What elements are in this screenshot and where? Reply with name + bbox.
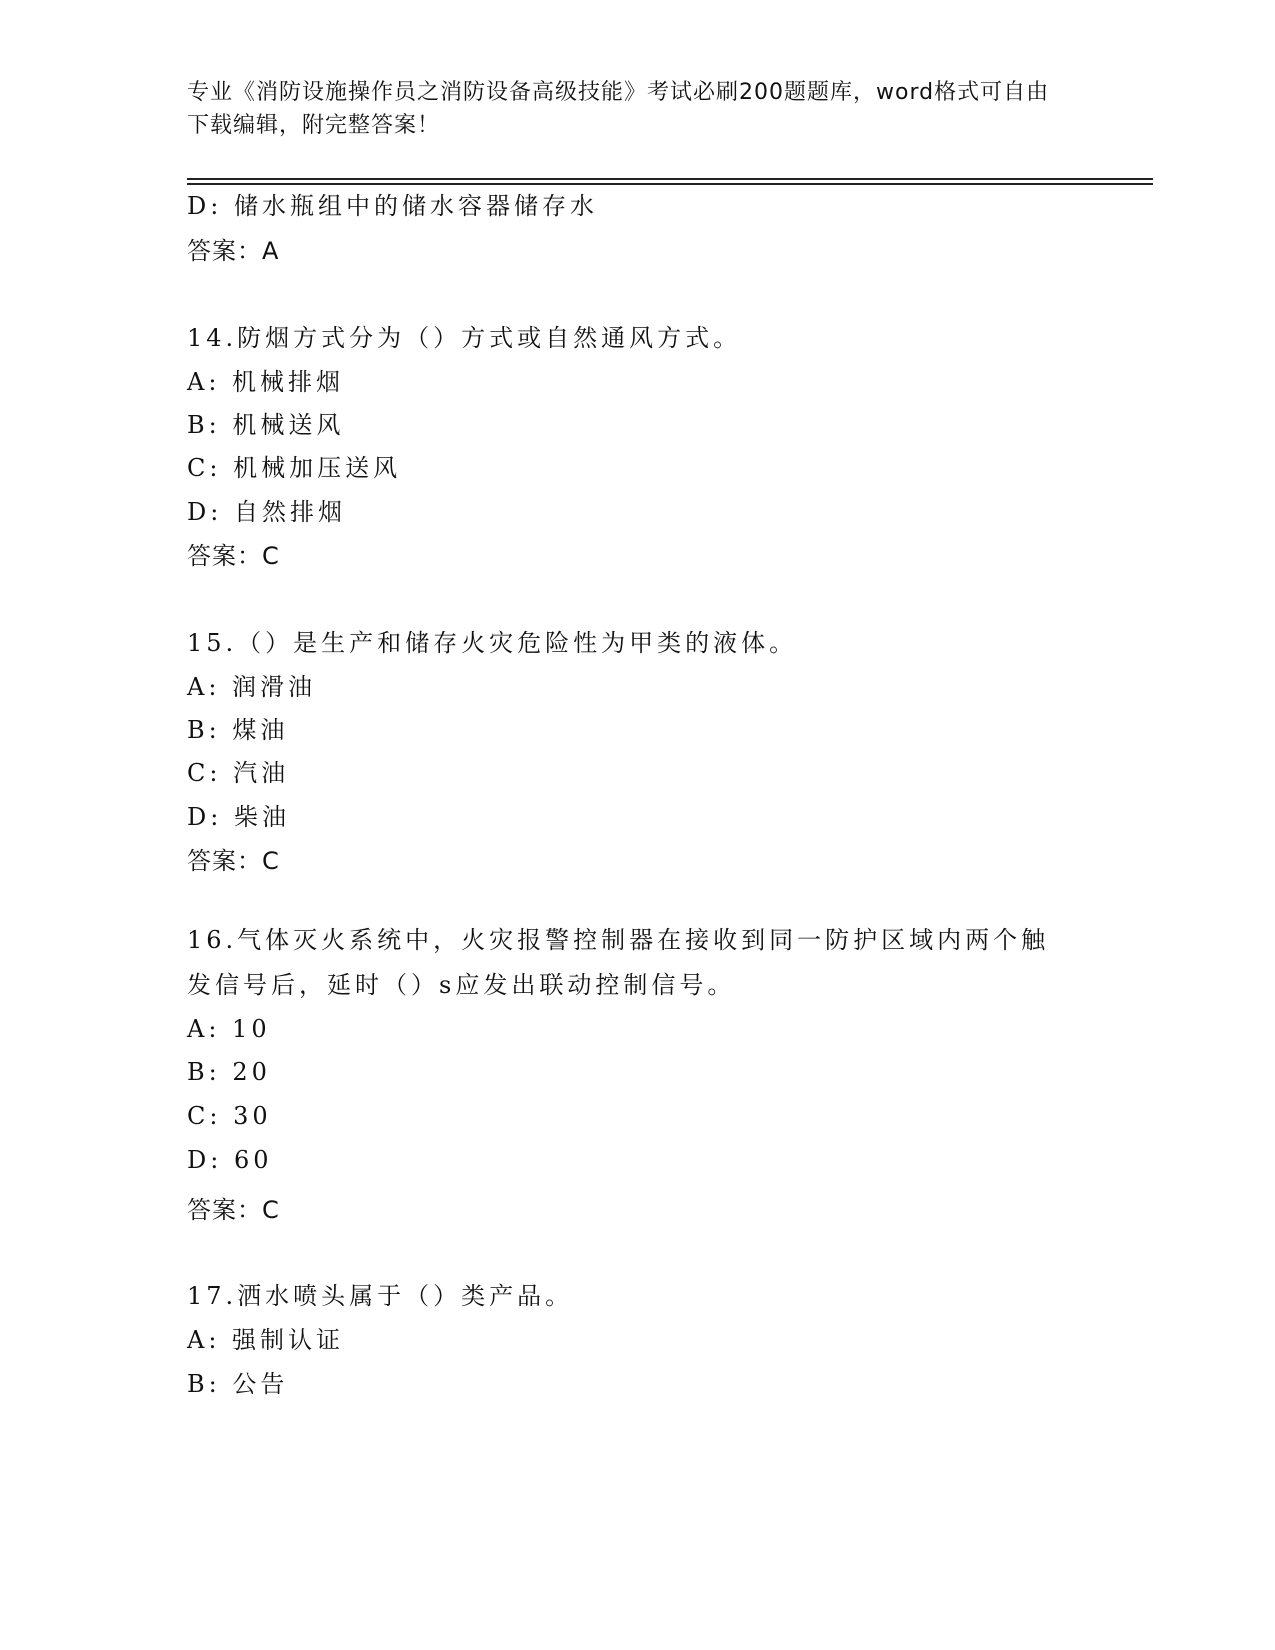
header-divider-top xyxy=(187,178,1153,180)
question-15-option-a: A: 润滑油 xyxy=(187,673,317,701)
option-d: D: 储水瓶组中的储水容器储存水 xyxy=(187,192,598,220)
header-divider-bottom xyxy=(187,183,1153,185)
question-16-option-a: A: 10 xyxy=(187,1015,271,1043)
question-15-stem: 15.（）是生产和储存火灾危险性为甲类的液体。 xyxy=(187,629,798,657)
question-14-option-c: C: 机械加压送风 xyxy=(187,454,402,482)
question-14-answer: 答案：C xyxy=(187,542,280,570)
question-16-option-c: C: 30 xyxy=(187,1102,272,1130)
question-17-stem: 17.洒水喷头属于（）类产品。 xyxy=(187,1282,574,1310)
question-16-answer: 答案：C xyxy=(187,1196,280,1224)
document-header: 专业《消防设施操作员之消防设备高级技能》考试必刷200题题库，word格式可自由下载编辑，附完整答案！ xyxy=(187,80,1050,138)
question-15-option-b: B: 煤油 xyxy=(187,716,289,744)
question-15-option-c: C: 汽油 xyxy=(187,759,290,787)
question-17-option-a: A: 强制认证 xyxy=(187,1326,345,1354)
question-17-option-b: B: 公告 xyxy=(187,1370,289,1398)
question-15-answer: 答案：C xyxy=(187,847,280,875)
question-16-option-b: B: 20 xyxy=(187,1058,271,1086)
question-14-option-b: B: 机械送风 xyxy=(187,411,345,439)
question-14-stem: 14.防烟方式分为（）方式或自然通风方式。 xyxy=(187,324,742,352)
question-14-option-d: D: 自然排烟 xyxy=(187,498,346,526)
question-15-option-d: D: 柴油 xyxy=(187,803,290,831)
answer-line: 答案：A xyxy=(187,237,280,265)
question-14-option-a: A: 机械排烟 xyxy=(187,368,345,396)
question-16-option-d: D: 60 xyxy=(187,1146,273,1174)
question-16-stem: 16.气体灭火系统中，火灾报警控制器在接收到同一防护区域内两个触发信号后，延时（）s应发出联动控制信号。 xyxy=(187,926,1050,999)
